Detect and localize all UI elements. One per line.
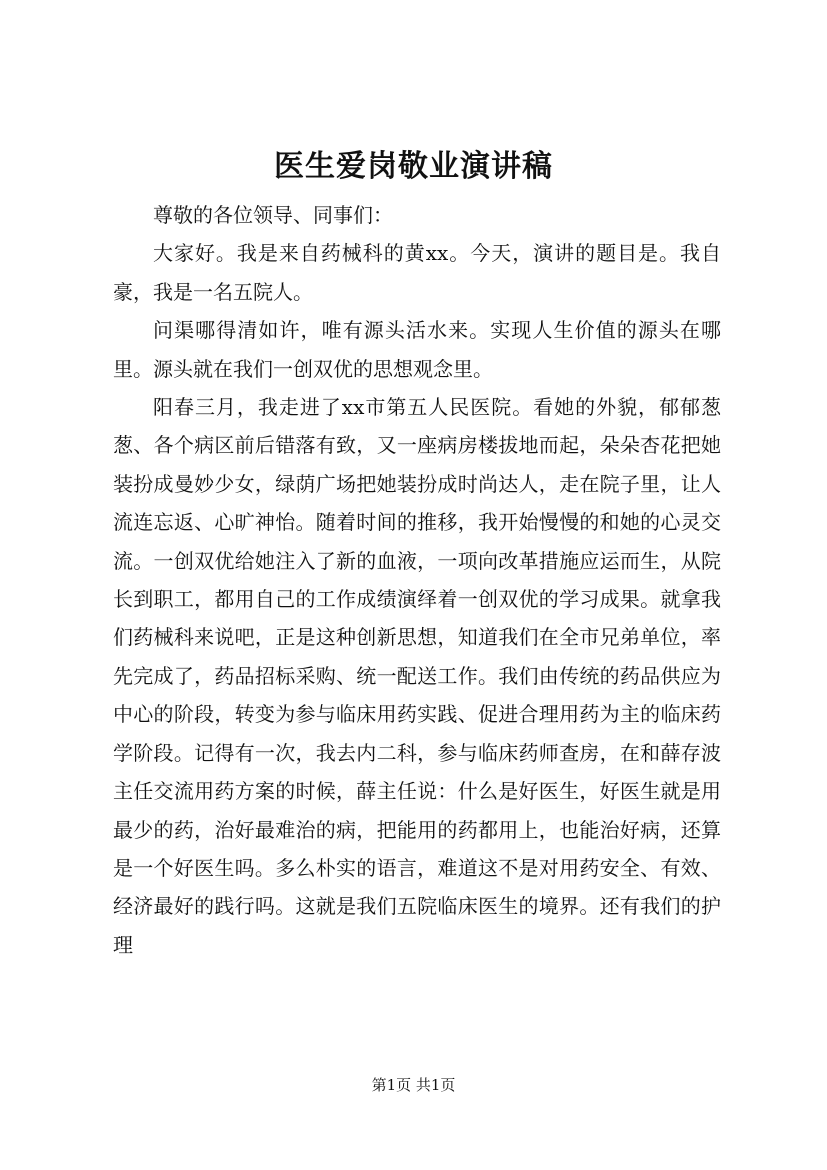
paragraph-greeting: 大家好。我是来自药械科的黄xx。今天，演讲的题目是。我自豪，我是一名五院人。	[113, 241, 721, 304]
paragraph-source: 问渠哪得清如许，唯有源头活水来。实现人生价值的源头在哪里。源头就在我们一创双优的思想观念里。	[113, 318, 721, 381]
paragraph-spring-march: 阳春三月，我走进了xx市第五人民医院。看她的外貌，郁郁葱葱、各个病区前后错落有致，又一座病房楼拔地而起，朵朵杏花把她装扮成曼妙少女，绿荫广场把她装扮成时尚达人，走在院子里，让人流连忘返、心旷神怡。随着时间的推移，我开始慢慢的和她的心灵交流。一创双优给她注入了新的血液，一项向改革措施应运而生，从院长到职工，都用自己的工作成绩演绎着一创双优的学习成果。就拿我们药械科来说吧，正是这种创新思想，知道我们在全市兄弟单位，率先完成了，药品招标采购、统一配送工作。我们由传统的药品供应为中心的阶段，转变为参与临床用药实践、促进合理用药为主的临床药学阶段。记得有一次，我去内二科，参与临床药师查房，在和薛存波主任交流用药方案的时候，薛主任说：什么是好医生，好医生就是用最少的药，治好最难治的病，把能用的药都用上，也能治好病，还算是一个好医生吗。多么朴实的语言，难道这不是对用药安全、有效、经济最好的践行吗。这就是我们五院临床医生的境界。还有我们的护理	[113, 395, 721, 957]
paragraph-salutation: 尊敬的各位领导、同事们：	[153, 203, 393, 227]
page-footer: 第1页 共1页	[371, 1076, 456, 1094]
document-body	[113, 196, 721, 964]
document-title: 医生爱岗敬业演讲稿	[274, 149, 553, 184]
